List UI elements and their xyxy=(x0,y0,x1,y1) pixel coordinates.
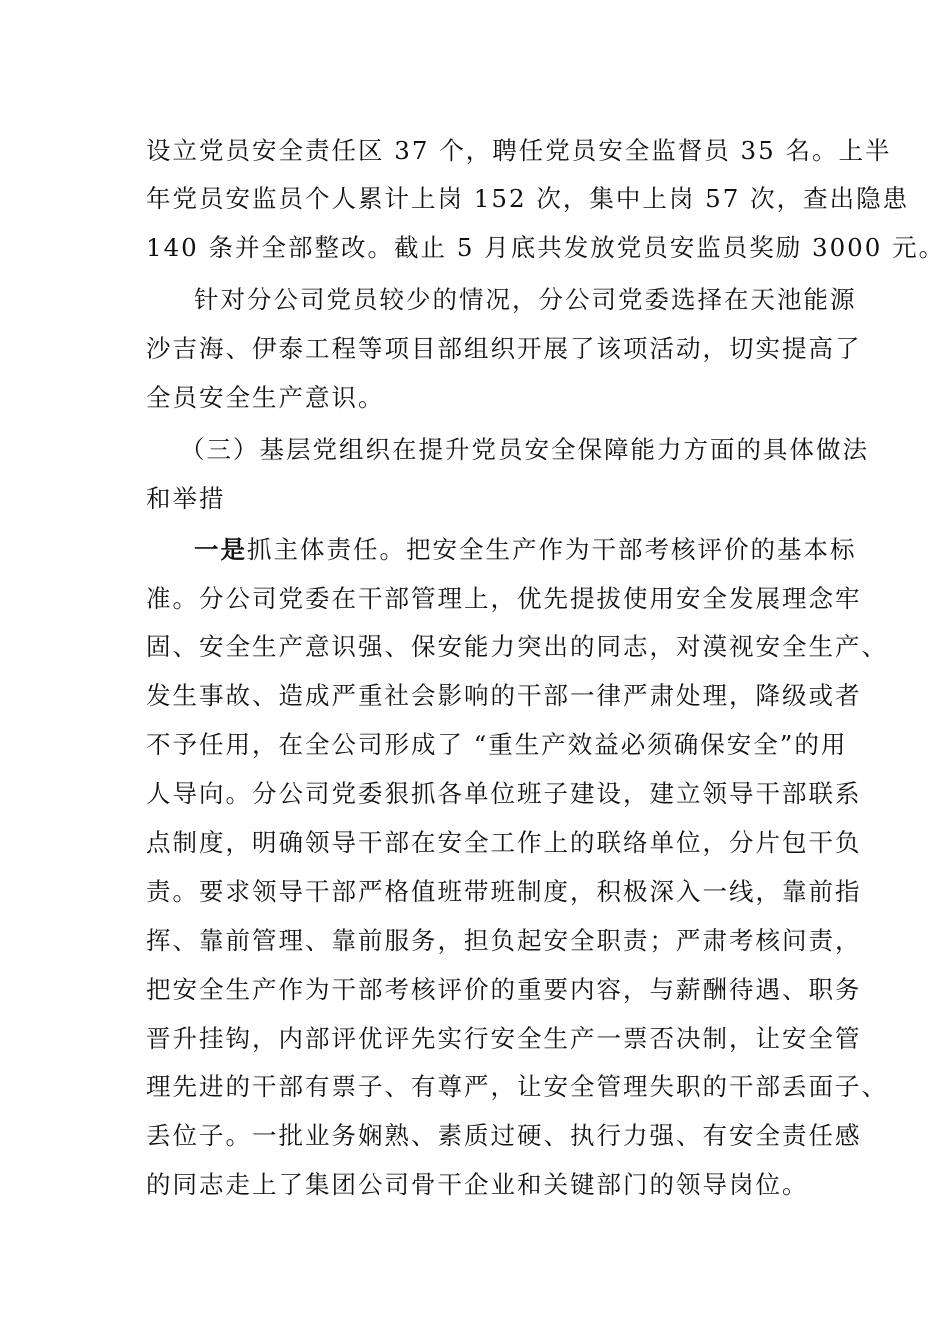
text-line: 的同志走上了集团公司骨干企业和关键部门的领导岗位。 xyxy=(146,1170,809,1199)
text-line: 准。分公司党委在干部管理上，优先提拔使用安全发展理念牢 xyxy=(146,584,862,613)
emphasis-label: 一是 xyxy=(194,535,247,564)
text-line: 把安全生产作为干部考核评价的重要内容，与薪酬待遇、职务 xyxy=(146,975,862,1004)
text-line: 140 条并全部整改。截止 5 月底共发放党员安监员奖励 3000 元。 xyxy=(146,233,946,262)
text-line: 人导向。分公司党委狠抓各单位班子建设，建立领导干部联系 xyxy=(146,779,862,808)
text-line: 理先进的干部有票子、有尊严，让安全管理失职的干部丢面子、 xyxy=(146,1072,888,1101)
text-line: 不予任用，在全公司形成了 “重生产效益必须确保安全”的用 xyxy=(146,730,848,759)
paragraph-first-line: 针对分公司党员较少的情况，分公司党委选择在天池能源 xyxy=(194,285,857,314)
text-line: 挥、靠前管理、靠前服务，担负起安全职责；严肃考核问责， xyxy=(146,926,862,955)
paragraph-first-line xyxy=(194,535,857,565)
section-heading-continued: 和举措 xyxy=(146,484,226,513)
section-heading: （三）基层党组织在提升党员安全保障能力方面的具体做法 xyxy=(180,435,869,464)
text-line: 点制度，明确领导干部在安全工作上的联络单位，分片包干负 xyxy=(146,828,862,857)
text-line: 设立党员安全责任区 37 个，聘任党员安全监督员 35 名。上半 xyxy=(146,136,892,165)
text-line: 固、安全生产意识强、保安能力突出的同志，对漠视安全生产、 xyxy=(146,632,888,661)
text-line: 沙吉海、伊泰工程等项目部组织开展了该项活动，切实提高了 xyxy=(146,334,862,363)
text-line: 发生事故、造成严重社会影响的干部一律严肃处理，降级或者 xyxy=(146,681,862,710)
text-line: 抓主体责任。把安全生产作为干部考核评价的基本标 xyxy=(247,535,857,564)
text-line: 晋升挂钩，内部评优评先实行安全生产一票否决制，让安全管 xyxy=(146,1024,862,1053)
text-line: 年党员安监员个人累计上岗 152 次，集中上岗 57 次，查出隐患 xyxy=(146,184,910,213)
text-line: 丢位子。一批业务娴熟、素质过硬、执行力强、有安全责任感 xyxy=(146,1121,862,1150)
text-line: 责。要求领导干部严格值班带班制度，积极深入一线，靠前指 xyxy=(146,877,862,906)
text-line: 全员安全生产意识。 xyxy=(146,383,385,412)
